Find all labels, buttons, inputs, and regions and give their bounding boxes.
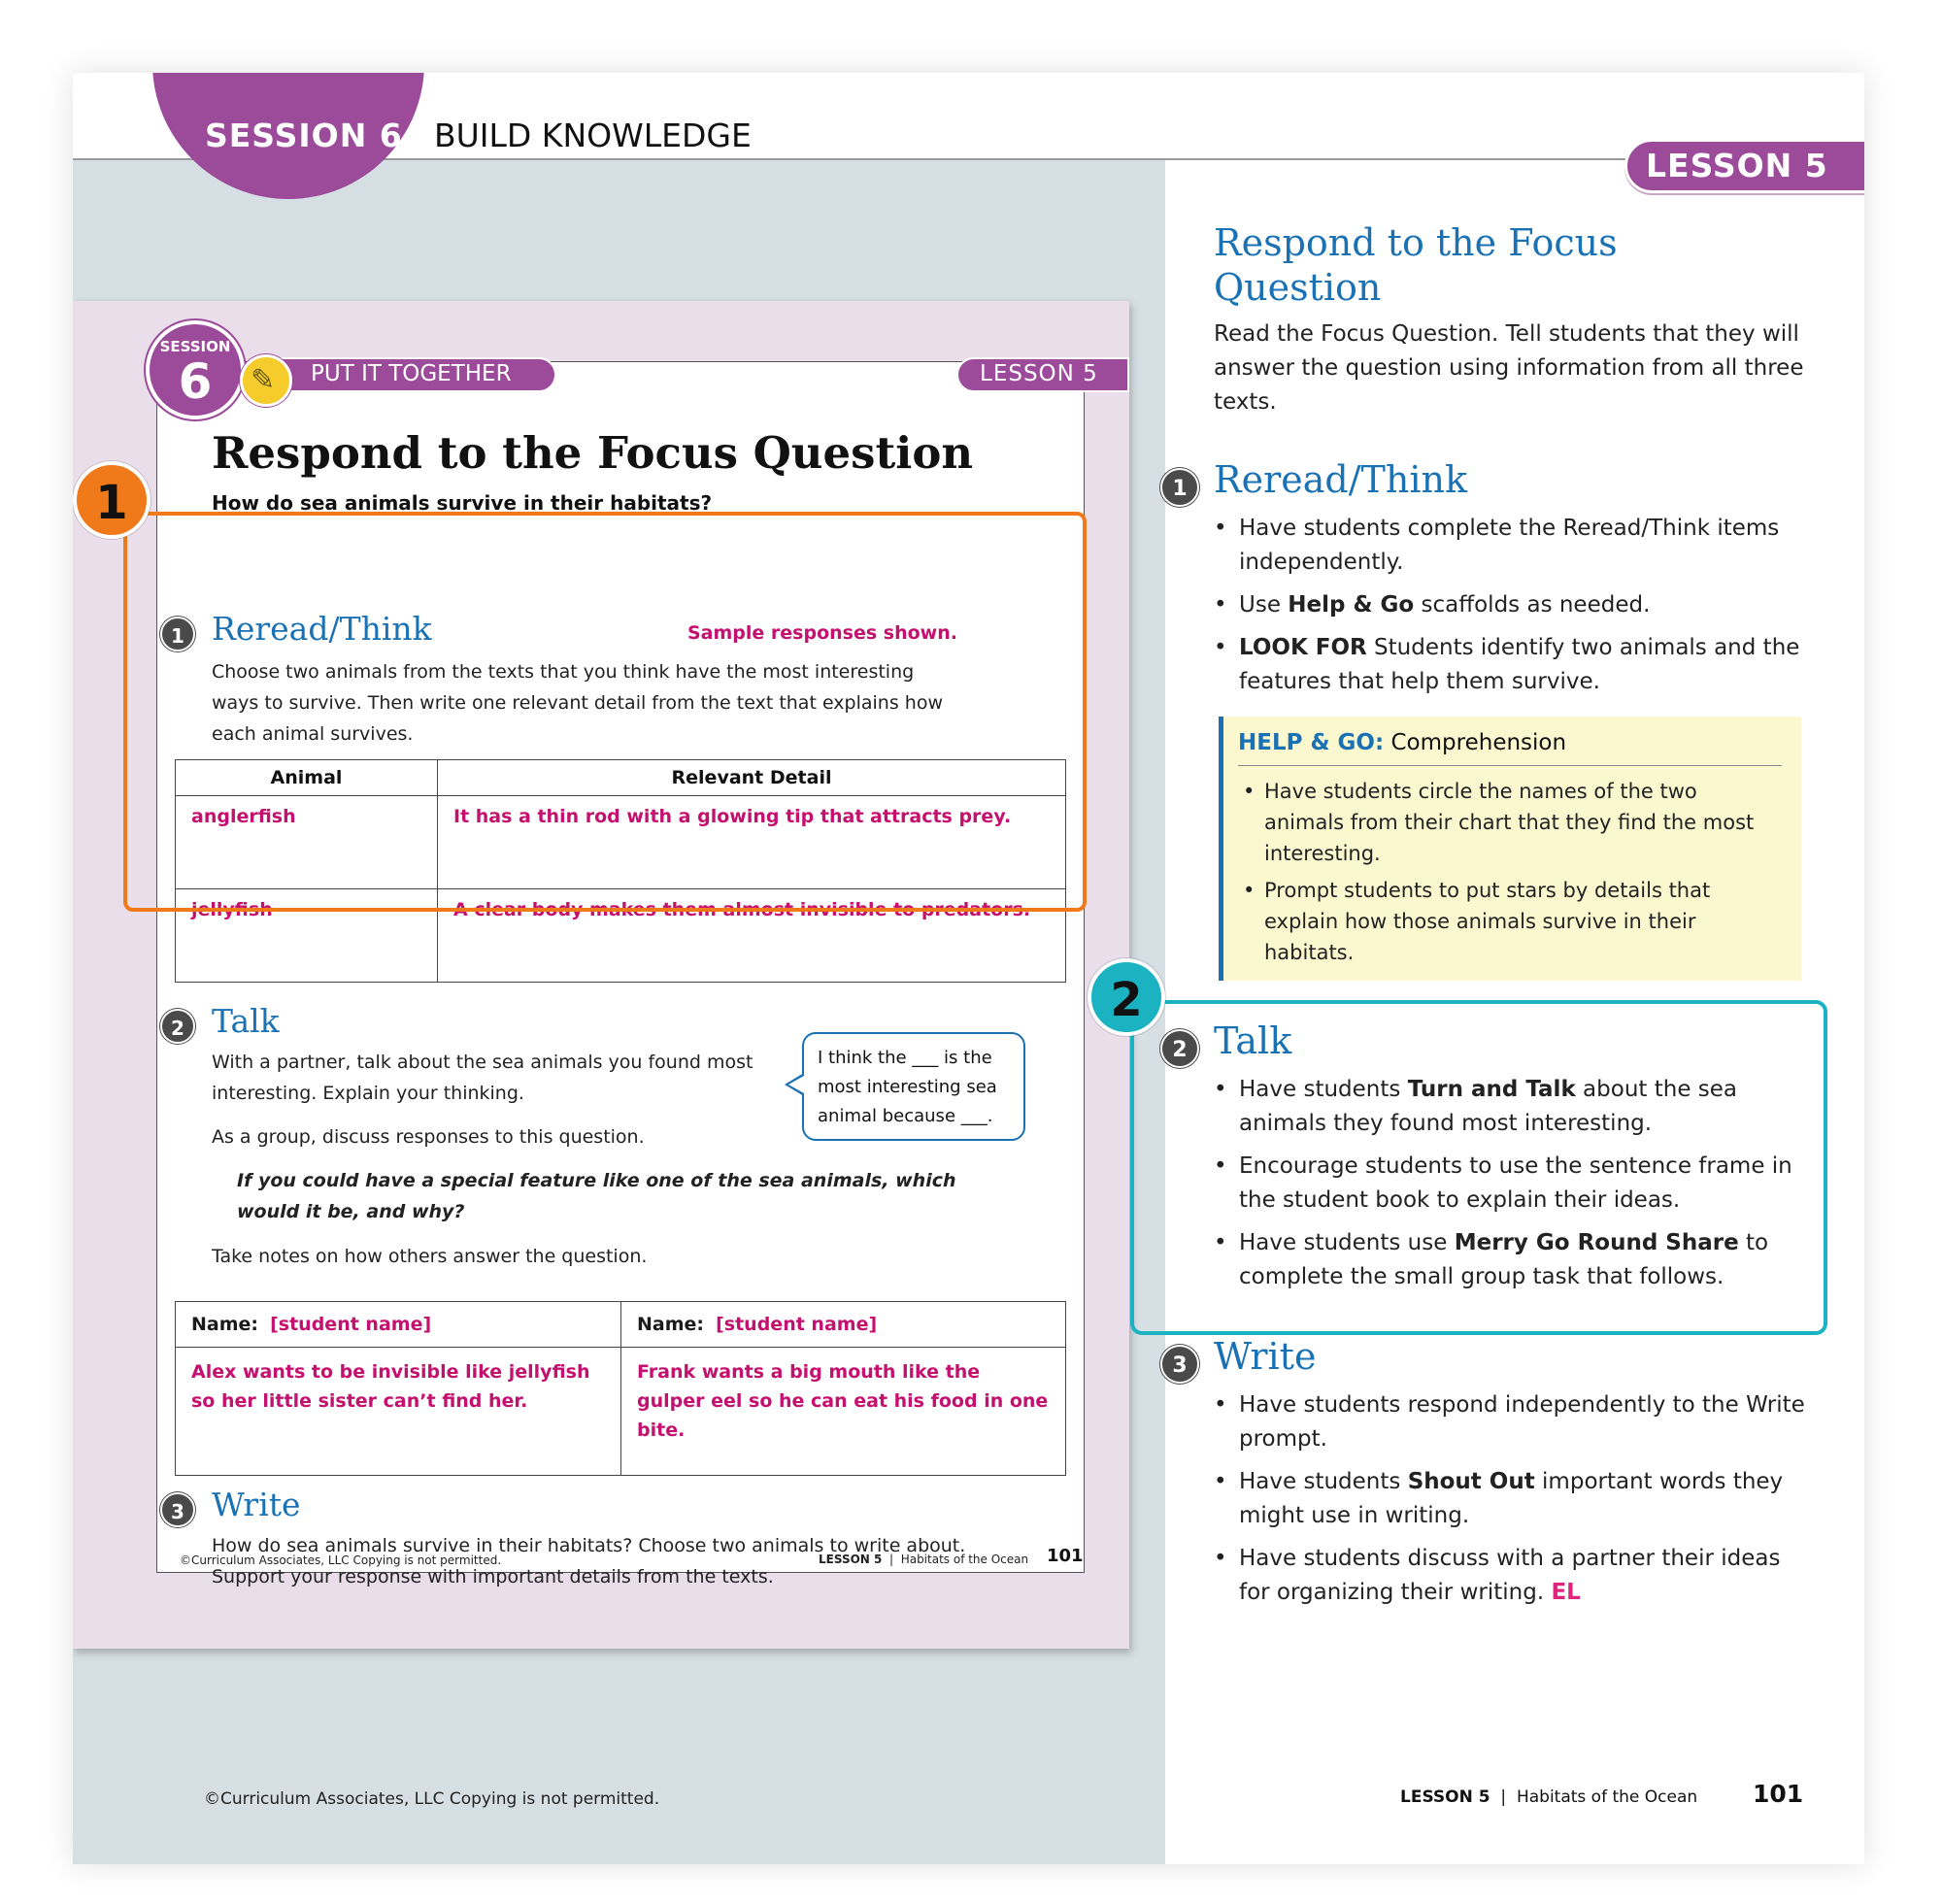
- sb-talk-paragraph-2: As a group, discuss responses to this question.: [212, 1126, 645, 1148]
- footer-copyright: ©Curriculum Associates, LLC Copying is not permitted.: [204, 1789, 660, 1809]
- animal-cell: jellyfish: [176, 889, 438, 983]
- notes-name-row: [176, 1302, 1066, 1348]
- footer-title: Habitats of the Ocean: [1516, 1787, 1698, 1807]
- sb-step-1-number: 1: [160, 617, 195, 651]
- sb-footer-lesson-label: LESSON 5: [819, 1553, 883, 1566]
- guide-page: [73, 73, 1864, 1864]
- help-and-go-list: [1243, 776, 1767, 974]
- section-title: BUILD KNOWLEDGE: [434, 117, 752, 154]
- list-item: • Have students Turn and Talk about the sea animals they found most interesting.: [1214, 1073, 1796, 1141]
- tg-step-1-number: 1: [1160, 468, 1199, 507]
- list-item: • Use Help & Go scaffolds as needed.: [1214, 588, 1816, 622]
- student-name: [student name]: [270, 1314, 432, 1335]
- sb-step-3-number: 3: [160, 1492, 195, 1527]
- detail-cell: A clear body makes them almost invisible to predators.: [438, 889, 1066, 983]
- footer-lesson-label: LESSON 5: [1400, 1787, 1490, 1807]
- session-label: SESSION 6: [205, 117, 403, 154]
- notes-body-row: [176, 1348, 1066, 1476]
- help-and-go-heading: HELP & GO: Comprehension: [1238, 730, 1567, 755]
- note-cell: Frank wants a big mouth like the gulper eel so he can eat his food in one bite.: [621, 1348, 1066, 1476]
- sb-talk-paragraph-1: With a partner, talk about the sea animals you found most interesting. Explain your thinking.: [212, 1052, 753, 1104]
- student-name: [student name]: [716, 1314, 878, 1335]
- puzzle-icon: ✎: [240, 354, 292, 407]
- sb-focus-question: How do sea animals survive in their habitats?: [212, 491, 713, 515]
- notes-name-cell: [621, 1302, 1066, 1348]
- sb-session-word: SESSION: [159, 338, 231, 355]
- help-and-go-rule: [1238, 765, 1782, 766]
- lesson-label: LESSON 5: [1646, 147, 1828, 184]
- list-item: • Have students circle the names of the two animals from their chart that they find the most interesting.: [1243, 776, 1767, 869]
- callout-badge-1: 1: [73, 461, 151, 539]
- put-it-together-label: PUT IT TOGETHER: [311, 361, 512, 386]
- footer-page-number: 101: [1753, 1780, 1804, 1808]
- sb-footer-page-number: 101: [1047, 1546, 1084, 1566]
- list-item: • Have students discuss with a partner their ideas for organizing their writing. EL: [1214, 1542, 1816, 1610]
- tg-write-list: [1214, 1388, 1816, 1619]
- callout-badge-2: 2: [1088, 958, 1165, 1036]
- sb-write-heading: Write: [212, 1486, 301, 1523]
- sb-lesson-label: LESSON 5: [980, 361, 1098, 386]
- list-item: • Have students respond independently to the Write prompt.: [1214, 1388, 1816, 1456]
- sb-page-title: Respond to the Focus Question: [212, 427, 974, 479]
- tg-step-3-number: 3: [1160, 1345, 1199, 1384]
- sb-footer-title: Habitats of the Ocean: [900, 1553, 1029, 1566]
- tg-talk-heading: Talk: [1214, 1019, 1292, 1062]
- notes-name-cell: [176, 1302, 621, 1348]
- name-label: Name:: [191, 1314, 259, 1335]
- sb-step-2-number: 2: [160, 1009, 195, 1044]
- footer-lesson: LESSON 5 | Habitats of the Ocean: [1400, 1787, 1698, 1807]
- tg-talk-list: [1214, 1073, 1796, 1303]
- list-item: • Have students use Merry Go Round Share to complete the small group task that follows.: [1214, 1226, 1796, 1294]
- sb-talk-heading: Talk: [212, 1002, 280, 1040]
- note-cell: Alex wants to be invisible like jellyfish so her little sister can’t find her.: [176, 1348, 621, 1476]
- sb-talk-question: If you could have a special feature like one of the sea animals, which would it be, and why?: [237, 1170, 956, 1222]
- el-tag: EL: [1551, 1580, 1581, 1605]
- col-animal-header: Animal: [176, 760, 438, 796]
- list-item: • Have students Shout Out important words they might use in writing.: [1214, 1465, 1816, 1533]
- sb-write-prompt: How do sea animals survive in their habitats? Choose two animals to write about. Support your response with important details from the texts.: [212, 1535, 966, 1587]
- sb-reread-heading: Reread/Think: [212, 610, 432, 648]
- reread-callout-box: [123, 512, 1087, 912]
- tg-intro: Read the Focus Question. Tell students that they will answer the question using information from all three texts.: [1214, 321, 1804, 415]
- sb-session-number: 6: [178, 353, 213, 410]
- tg-title: Respond to the Focus Question: [1214, 221, 1618, 309]
- sb-session-badge: [146, 320, 245, 419]
- list-item: • Have students complete the Reread/Think items independently.: [1214, 512, 1816, 580]
- sb-footer-copyright: ©Curriculum Associates, LLC Copying is not permitted.: [180, 1553, 502, 1567]
- list-item: • Encourage students to use the sentence frame in the student book to explain their ideas.: [1214, 1150, 1796, 1218]
- sb-talk-paragraph-3: Take notes on how others answer the question.: [212, 1246, 648, 1267]
- detail-cell: It has a thin rod with a glowing tip that attracts prey.: [438, 796, 1066, 889]
- student-book-page: [73, 301, 1129, 1649]
- tg-reread-heading: Reread/Think: [1214, 458, 1468, 501]
- sample-responses-note: Sample responses shown.: [687, 622, 957, 644]
- sb-footer-lesson: LESSON 5 | Habitats of the Ocean: [819, 1553, 1029, 1566]
- list-item: • LOOK FOR Students identify two animals and the features that help them survive.: [1214, 631, 1816, 699]
- list-item: • Prompt students to put stars by details that explain how those animals survive in their habitats.: [1243, 875, 1767, 968]
- tg-reread-list: [1214, 512, 1816, 708]
- sentence-frame-bubble: I think the ___ is the most interesting sea animal because ___.: [802, 1032, 1025, 1141]
- speech-bubble-tail-inner: [788, 1076, 804, 1093]
- col-detail-header: Relevant Detail: [438, 760, 1066, 796]
- name-label: Name:: [637, 1314, 705, 1335]
- tg-write-heading: Write: [1214, 1335, 1317, 1378]
- notes-table: [175, 1301, 1066, 1476]
- sb-reread-instructions: Choose two animals from the texts that you think have the most interesting ways to survive. Then write one relevant detail from the text that explains how each animal survives.: [212, 661, 943, 745]
- tg-step-2-number: 2: [1160, 1029, 1199, 1068]
- animal-cell: anglerfish: [176, 796, 438, 889]
